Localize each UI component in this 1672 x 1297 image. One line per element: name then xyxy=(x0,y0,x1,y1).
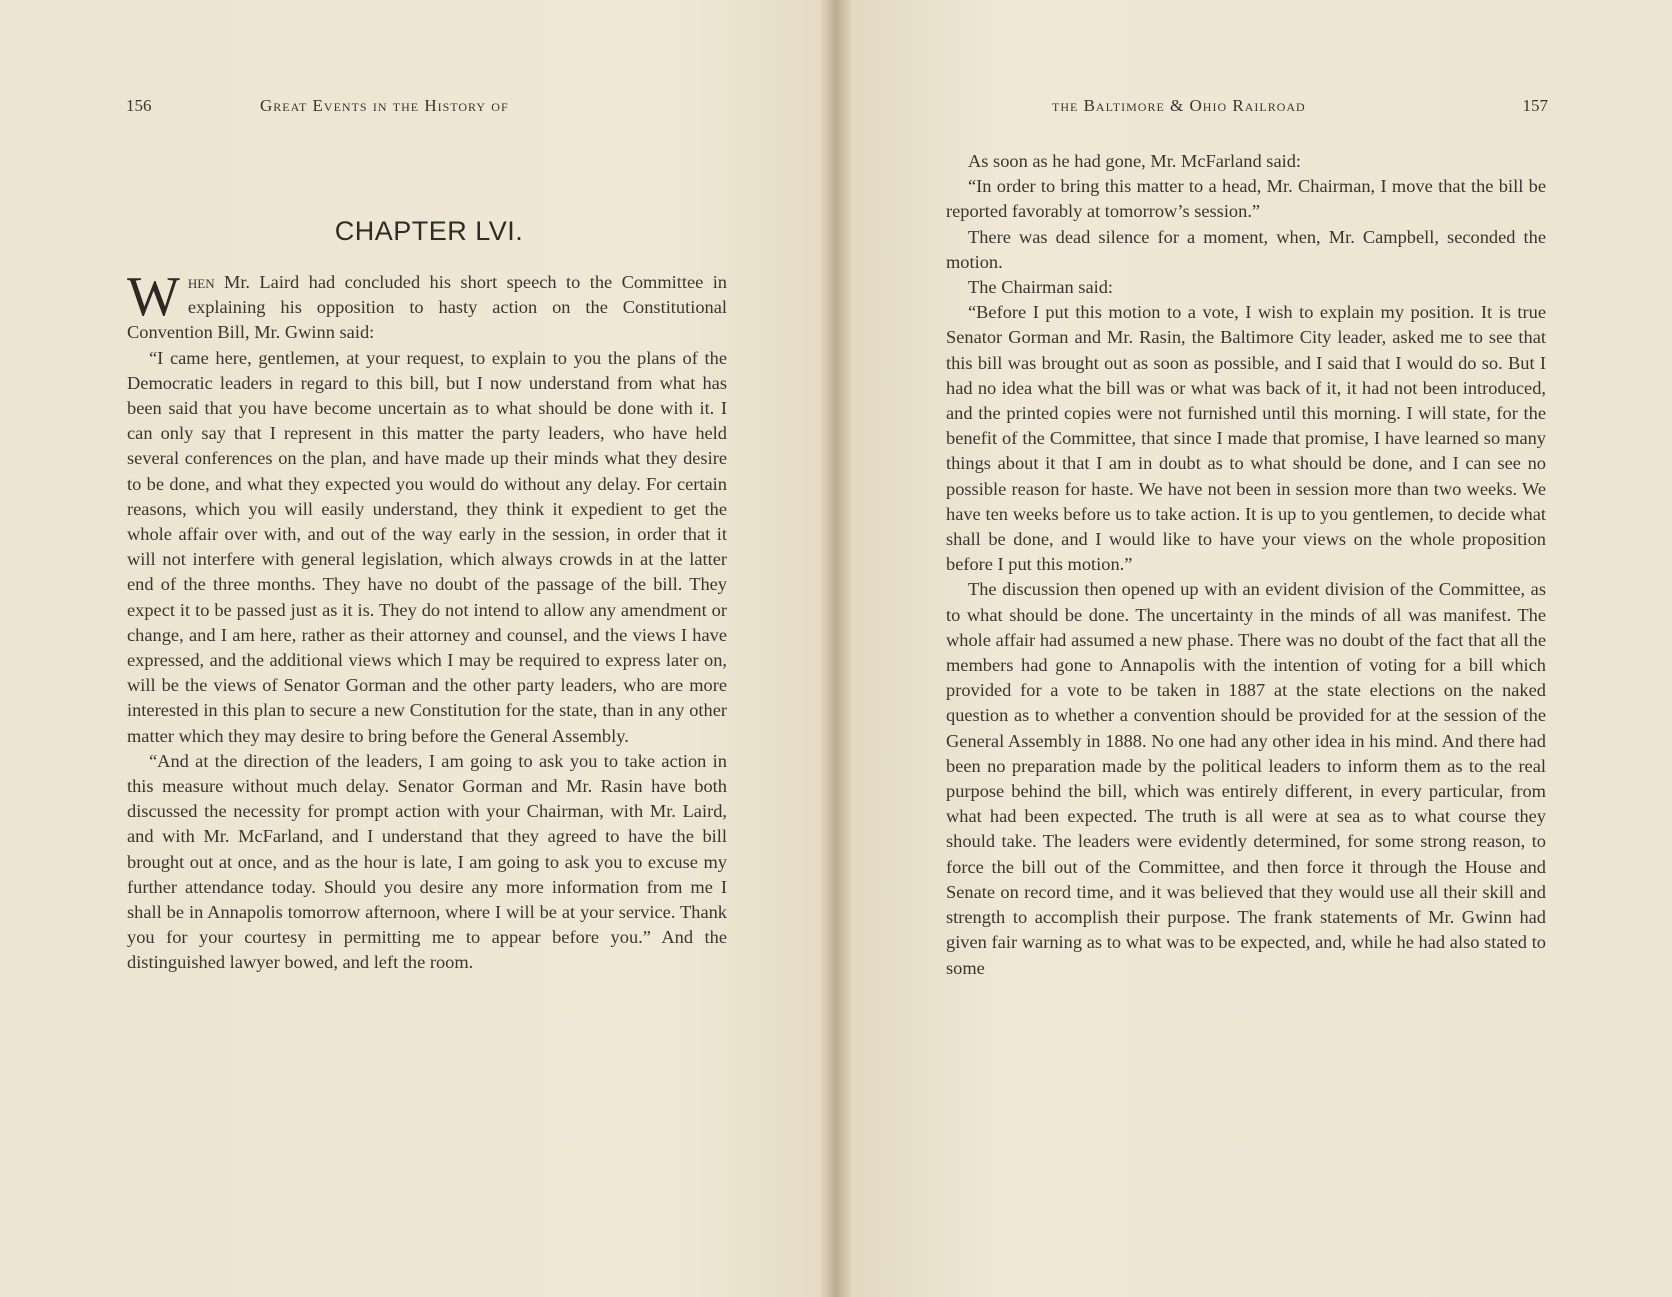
paragraph: There was dead silence for a moment, when, Mr. Campbell, seconded the motion. xyxy=(946,226,1546,272)
paragraph: The Chairman said: xyxy=(968,277,1114,298)
first-word-rest: hen xyxy=(187,272,215,292)
paragraph xyxy=(127,266,727,346)
page-number-left: 156 xyxy=(126,96,152,115)
right-page-text xyxy=(946,149,1546,981)
right-page xyxy=(836,0,1672,1297)
paragraph: “I came here, gentlemen, at your request, to explain to you the plans of the Democratic leaders in regard to this bill, but I now understand from what has been said that you have become uncertain as to what should be done with it. I can only say that I represent in this matter the party leaders, who have held several conferences on the plan, and have made up their minds what they desire to be done, and what they expected you would do without any delay. For certain reasons, which you will easily understand, they think it expedient to get the whole affair over with, and out of the way early in the session, in order that it will not interfere with general legislation, which always crowds in at the latter end of the three months. They have no doubt of the passage of the bill. They expect it to be passed just as it is. They do not intend to allow any amendment or change, and I am here, rather as their attorney and counsel, and the views I have expressed, and the additional views which I may be required to express later on, will be the views of Senator Gorman and the other party leaders, who are more interested in this plan to secure a new Constitution for the state, than in any other matter which they may desire to bring before the General Assembly. xyxy=(127,347,727,746)
drop-cap: W xyxy=(127,266,180,328)
running-head-title-right: the Baltimore & Ohio Railroad xyxy=(1052,96,1306,115)
paragraph: As soon as he had gone, Mr. McFarland said: xyxy=(968,151,1302,171)
chapter-title: CHAPTER LVI. xyxy=(334,216,524,246)
running-head-title-left: Great Events in the History of xyxy=(260,96,509,115)
left-page-text xyxy=(127,266,727,976)
paragraph: “In order to bring this matter to a head, Mr. Chairman, I move that the bill be reported favorably at tomorrow’s session.” xyxy=(946,176,1546,222)
page-number-right: 157 xyxy=(1522,96,1548,115)
paragraph: The discussion then opened up with an evident division of the Committee, as to what should be done. The uncertainty in the minds of all was manifest. The whole affair had assumed a new phase. There was no doubt of the fact that all the members had gone to Annapolis with the intention of voting for a bill which provided for a vote to be taken in 1887 at the state elections on the naked question as to whether a convention should be provided for at the session of the General Assembly in 1888. No one had any other idea in his mind. And there had been no preparation made by the political leaders to inform them as to the real purpose behind the bill, which was entirely different, in every particular, from what had been expected. The truth is all were at sea as to what course they should take. The leaders were evidently determined, for some strong reason, to force the bill out of the Committee, and then force it through the House and Senate on record time, and it was believed that they would use all their skill and strength to accomplish their purpose. The frank statements of Mr. Gwinn had given fair warning as to what was to be expected, and, while he had also stated to some xyxy=(946,579,1546,978)
paragraph-text: Mr. Laird had concluded his short speech to the Committee in explaining his opposition to hasty action on the Constitutional Convention Bill, Mr. Gwinn said: xyxy=(127,272,727,343)
paragraph: “And at the direction of the leaders, I am going to ask you to take action in this measure without much delay. Senator Gorman and Mr. Rasin have both discussed the necessity for prompt action with your Chairman, with Mr. Laird, and with Mr. McFarland, and I understand that they agreed to have the bill brought out at once, and as the hour is late, I am going to ask you to excuse my further attendance today. Should you desire any more information from me I shall be in Annapolis tomorrow afternoon, where I will be at your service. Thank you for your courtesy in permitting me to appear before you.” And the distinguished lawyer bowed, and left the room. xyxy=(127,750,727,973)
paragraph: “Before I put this motion to a vote, I wish to explain my position. It is true Senator Gorman and Mr. Rasin, the Baltimore City leader, asked me to see that this bill was brought out as soon as possible, and I said that I would do so. But I had no idea what the bill was or what was back of it, it had not been introduced, and the printed copies were not furnished until this morning. I will state, for the benefit of the Committee, that since I made that promise, I have learned so many things about it that I am in doubt as to what should be done, and I can see no possible reason for haste. We have not been in session more than two weeks. We have ten weeks before us to take action. It is up to you gentlemen, to decide what shall be done, and I would like to have your views on the whole proposition before I put this motion.” xyxy=(946,302,1546,575)
